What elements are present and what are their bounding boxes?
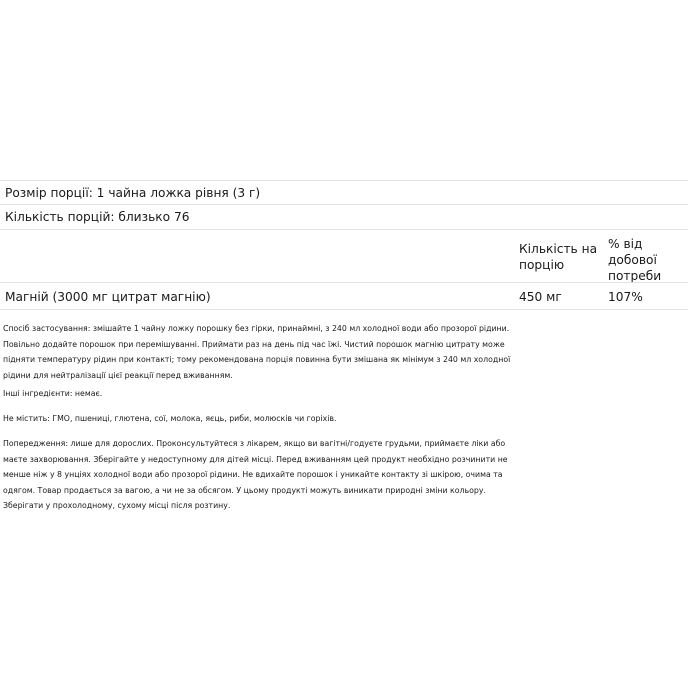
directions-line: підняти температуру рідин при контакті; тому рекомендована порція повинна бути змішана як мінімум з 240 мл холодної — [3, 355, 511, 364]
serving-size-row — [0, 180, 688, 204]
nutrient-amount: 450 мг — [519, 290, 562, 304]
warning-line: маєте захворювання. Зберігайте у недоступному для дітей місці. Перед вживанням цей продукт необхідно розчинити не — [3, 454, 508, 464]
amount-per-serving-header — [519, 241, 599, 273]
warning-line: Попередження: лише для дорослих. Проконсультуйтеся з лікарем, якщо ви вагітні/годуєте грудьми, приймаєте ліки або — [3, 439, 506, 448]
other-ingredients-text: Інші інгредієнти: немає. — [3, 389, 103, 398]
servings-per-container-row — [0, 204, 688, 229]
table-header-row — [0, 229, 688, 282]
warning-paragraph — [3, 436, 685, 514]
directions-paragraph — [3, 321, 685, 383]
daily-value-header — [608, 236, 683, 284]
dv-header-line: добової — [608, 253, 657, 267]
directions-line: Спосіб застосування: змішайте 1 чайну ложку порошку без гірки, принаймні, з 240 мл холодної води або прозорої рідини. — [3, 324, 510, 333]
serving-size-text: Розмір порції: 1 чайна ложка рівня (3 г) — [5, 186, 261, 200]
free-from-paragraph — [3, 411, 685, 427]
other-ingredients-paragraph — [3, 386, 685, 402]
directions-line: рідини для нейтралізації цієї реакції перед вживанням. — [3, 370, 233, 380]
amount-header-line: порцію — [519, 258, 565, 272]
free-from-text: Не містить: ГМО, пшениці, глютена, сої, молока, яєць, риби, молюсків чи горіхів. — [3, 414, 337, 423]
warning-line: Зберігати у прохолодному, сухому місці після розтину. — [3, 501, 231, 510]
amount-header-line: Кількість на — [519, 242, 598, 256]
dv-header-line: % від — [608, 237, 643, 251]
dv-header-line: потреби — [608, 269, 662, 283]
nutrient-daily-value: 107% — [608, 290, 643, 304]
servings-per-container-text: Кількість порцій: близько 76 — [5, 210, 190, 224]
directions-line: Повільно додайте порошок при перемішуванні. Приймати раз на день під час їжі. Чистий порошок магнію цитрату може — [3, 339, 505, 349]
nutrient-name: Магній (3000 мг цитрат магнію) — [5, 290, 211, 304]
supplement-facts-table — [0, 180, 688, 310]
table-row — [0, 282, 688, 310]
warning-line: одягом. Товар продається за вагою, а чи не за обсягом. У цьому продукті можуть виникати природні зміни кольору. — [3, 485, 486, 495]
warning-line: менше ніж у 8 унціях холодної води або прозорої рідини. Не вдихайте порошок і уникайте контакту зі шкірою, очима та — [3, 470, 503, 479]
